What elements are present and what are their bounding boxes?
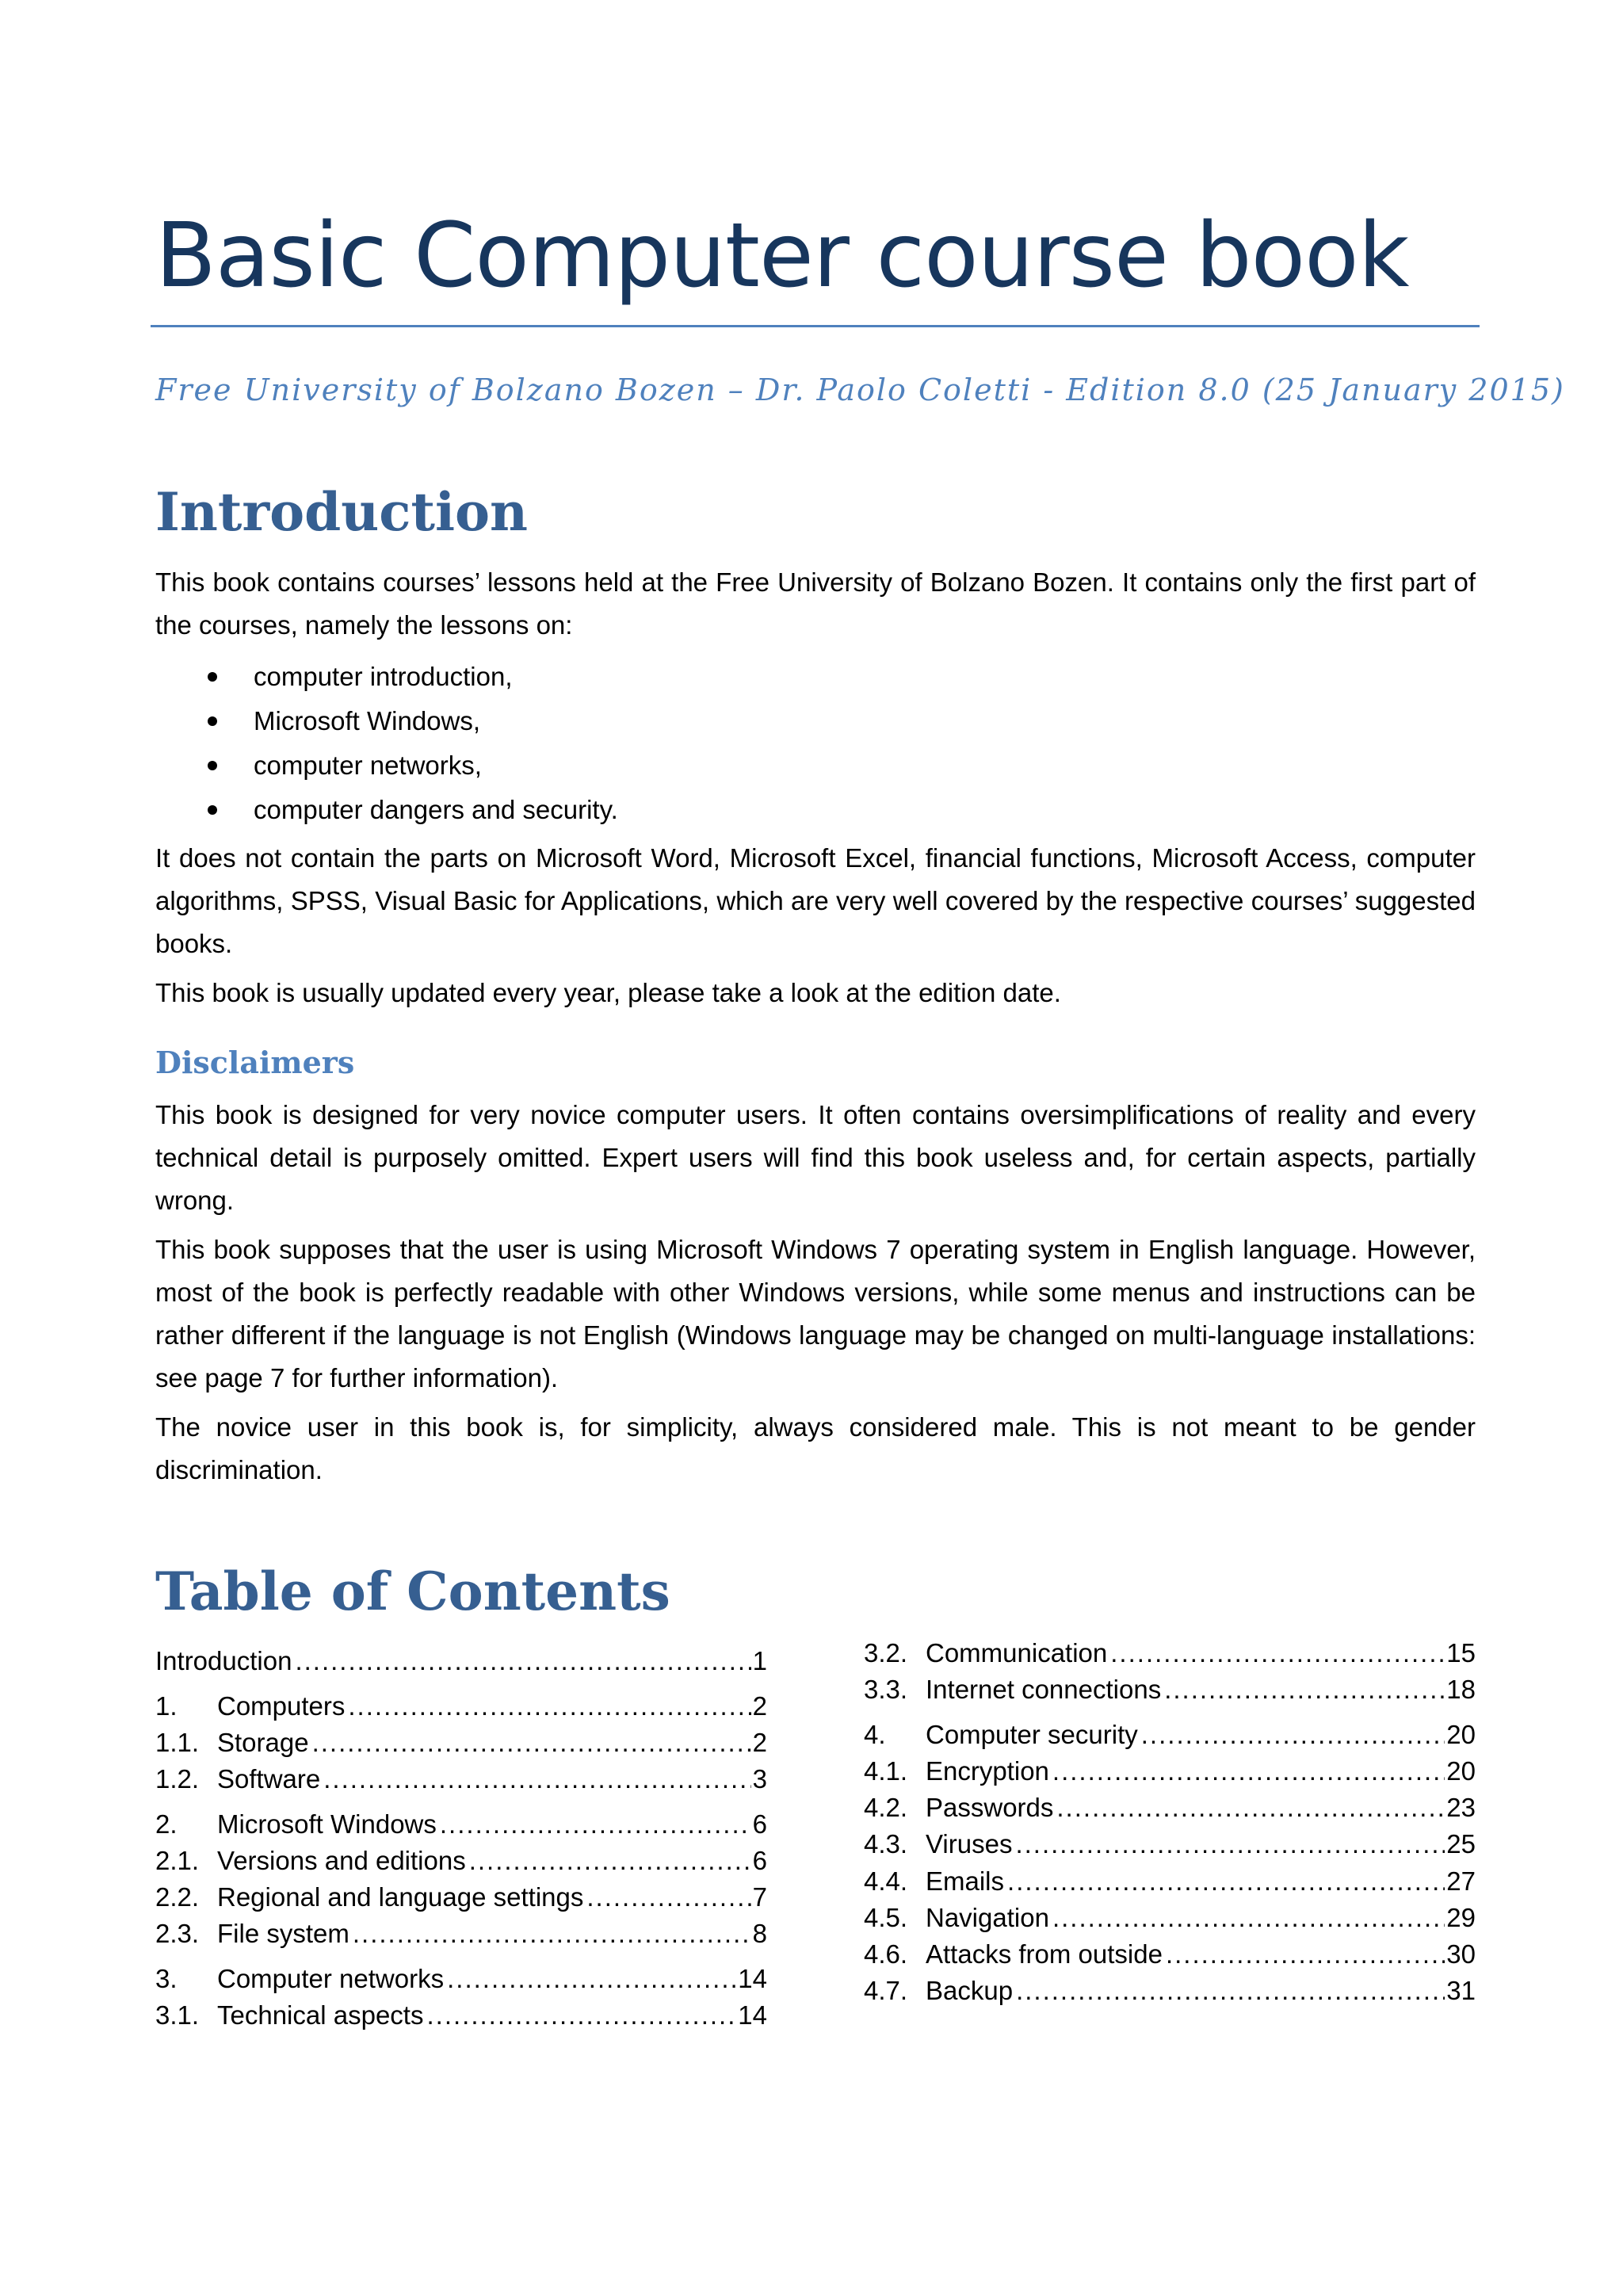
list-item-text: computer introduction,	[254, 662, 513, 691]
toc-entry[interactable]	[155, 1879, 767, 1916]
toc-leader	[1164, 1671, 1445, 1708]
toc-entry[interactable]	[155, 1806, 767, 1843]
toc-entry-label: Computers	[217, 1691, 346, 1721]
toc-entry[interactable]	[155, 1725, 767, 1761]
toc-entry-page: 23	[1446, 1793, 1476, 1822]
toc-entry-number: 2.1.	[155, 1846, 200, 1875]
toc-entry-page: 6	[752, 1846, 767, 1875]
toc-entry[interactable]	[864, 1900, 1476, 1936]
toc-leader	[1166, 1936, 1445, 1973]
toc-entry-number: 4.3.	[864, 1829, 908, 1859]
toc-entry-label: Computer security	[926, 1720, 1138, 1749]
list-item	[155, 788, 618, 832]
list-item	[155, 699, 618, 743]
toc-entry-page: 27	[1446, 1866, 1476, 1896]
toc-entry[interactable]	[155, 1761, 767, 1797]
toc-entry-label: Emails	[926, 1866, 1005, 1896]
toc-entry[interactable]	[864, 1826, 1476, 1862]
toc-entry-page: 29	[1446, 1903, 1476, 1932]
list-item	[155, 743, 618, 788]
toc-leader	[1056, 1790, 1445, 1826]
toc-leader	[426, 1997, 736, 2034]
toc-heading: Table of Contents	[155, 1561, 670, 1622]
toc-entry-label: Versions and editions	[217, 1846, 466, 1875]
toc-entry-label: Microsoft Windows	[217, 1809, 437, 1839]
toc-entry-label: Regional and language settings	[217, 1882, 584, 1912]
toc-entry-number: 1.2.	[155, 1764, 200, 1794]
toc-entry[interactable]	[864, 1936, 1476, 1973]
toc-entry[interactable]	[155, 1997, 767, 2034]
toc-leader	[323, 1761, 750, 1797]
toc-entry[interactable]	[864, 1717, 1476, 1753]
toc-entry[interactable]	[155, 1643, 767, 1679]
bullet-icon	[208, 716, 217, 726]
toc-entry-number: 4.2.	[864, 1793, 908, 1822]
toc-entry-label: Passwords	[926, 1793, 1054, 1822]
toc-right-column	[864, 1635, 1476, 2015]
toc-entry-label: Backup	[926, 1976, 1014, 2005]
toc-entry-label: Introduction	[155, 1646, 292, 1675]
toc-entry-number: 4.	[864, 1720, 886, 1749]
introduction-bullet-list	[155, 655, 618, 832]
introduction-paragraph-2: It does not contain the parts on Microsoft Word, Microsoft Excel, financial functions, Microsoft Access, computer algorithms, SPSS, Visual Basic for Applications, which are very well covered by the respective courses’ suggested books.	[155, 843, 1476, 958]
toc-entry-number: 2.3.	[155, 1919, 200, 1948]
toc-entry-page: 14	[738, 1964, 767, 1993]
disclaimers-heading: Disclaimers	[155, 1045, 355, 1080]
toc-entry-page: 8	[752, 1919, 767, 1948]
toc-entry-page: 2	[752, 1691, 767, 1721]
bullet-icon	[208, 761, 217, 770]
toc-entry-number: 3.	[155, 1964, 178, 1993]
list-item-text: Microsoft Windows,	[254, 706, 481, 735]
document-subtitle: Free University of Bolzano Bozen – Dr. Paolo Coletti - Edition 8.0 (25 January 2015)	[155, 372, 1565, 407]
toc-entry[interactable]	[864, 1671, 1476, 1708]
toc-entry-label: Encryption	[926, 1756, 1049, 1786]
list-item	[155, 655, 618, 699]
toc-leader	[295, 1643, 750, 1679]
toc-entry-number: 4.5.	[864, 1903, 908, 1932]
list-item-text: computer networks,	[254, 751, 482, 780]
toc-leader	[1015, 1826, 1445, 1862]
toc-entry-label: Software	[217, 1764, 321, 1794]
bullet-icon	[208, 672, 217, 682]
toc-entry-page: 1	[752, 1646, 767, 1675]
document-title: Basic Computer course book	[155, 204, 1409, 308]
disclaimers-paragraph-2: This book supposes that the user is using Microsoft Windows 7 operating system in English language. However, most of the book is perfectly readable with other Windows versions, while some menus and instructions can be rather different if the language is not English (Windows language may be changed on multi-language installations: see page 7 for further information).	[155, 1235, 1476, 1392]
introduction-heading: Introduction	[155, 481, 529, 543]
toc-leader	[1052, 1753, 1445, 1790]
toc-leader	[1007, 1863, 1445, 1900]
toc-entry-page: 15	[1446, 1638, 1476, 1668]
toc-entry-label: Computer networks	[217, 1964, 445, 1993]
bullet-icon	[208, 805, 217, 815]
toc-entry-label: Internet connections	[926, 1675, 1162, 1704]
toc-entry[interactable]	[155, 1916, 767, 1952]
toc-entry-label: Attacks from outside	[926, 1939, 1163, 1969]
toc-entry-label: Communication	[926, 1638, 1108, 1668]
toc-entry[interactable]	[864, 1973, 1476, 2009]
toc-leader	[1016, 1973, 1445, 2009]
toc-entry-number: 4.6.	[864, 1939, 908, 1969]
toc-entry-page: 25	[1446, 1829, 1476, 1859]
toc-entry-number: 1.1.	[155, 1728, 200, 1757]
toc-entry-page: 18	[1446, 1675, 1476, 1704]
toc-entry-label: Viruses	[926, 1829, 1013, 1859]
toc-entry-number: 3.2.	[864, 1638, 908, 1668]
toc-entry-label: Storage	[217, 1728, 309, 1757]
toc-entry-label: Technical aspects	[217, 2000, 424, 2030]
toc-entry-number: 2.	[155, 1809, 178, 1839]
toc-entry-page: 6	[752, 1809, 767, 1839]
toc-leader	[440, 1806, 751, 1843]
disclaimers-paragraph-1: This book is designed for very novice computer users. It often contains oversimplifications of reality and every technical detail is purposely omitted. Expert users will find this book useless and, for certain aspects, partially wrong.	[155, 1100, 1476, 1215]
toc-entry-page: 30	[1446, 1939, 1476, 1969]
toc-leader	[586, 1879, 750, 1916]
title-underline	[151, 325, 1480, 327]
toc-entry-number: 3.1.	[155, 2000, 200, 2030]
toc-leader	[1141, 1717, 1445, 1753]
toc-entry[interactable]	[864, 1753, 1476, 1790]
toc-entry-page: 20	[1446, 1720, 1476, 1749]
toc-entry-page: 14	[738, 2000, 767, 2030]
toc-entry[interactable]	[155, 1688, 767, 1725]
toc-entry[interactable]	[155, 1961, 767, 1997]
toc-entry[interactable]	[155, 1843, 767, 1879]
toc-entry-number: 4.1.	[864, 1756, 908, 1786]
toc-entry[interactable]	[864, 1863, 1476, 1900]
toc-entry-number: 4.4.	[864, 1866, 908, 1896]
toc-entry[interactable]	[864, 1790, 1476, 1826]
toc-leader	[1110, 1635, 1445, 1671]
toc-entry-page: 7	[752, 1882, 767, 1912]
toc-entry-page: 3	[752, 1764, 767, 1794]
disclaimers-paragraph-3: The novice user in this book is, for simplicity, always considered male. This is not meant to be gender discrimination.	[155, 1412, 1476, 1484]
toc-entry-label: Navigation	[926, 1903, 1049, 1932]
toc-leader	[312, 1725, 751, 1761]
introduction-paragraph-3: This book is usually updated every year, please take a look at the edition date.	[155, 978, 1061, 1007]
toc-leader	[348, 1688, 750, 1725]
toc-entry-number: 1.	[155, 1691, 178, 1721]
toc-entry-number: 4.7.	[864, 1976, 908, 2005]
toc-entry-number: 2.2.	[155, 1882, 200, 1912]
toc-leader	[469, 1843, 751, 1879]
toc-entry-label: File system	[217, 1919, 349, 1948]
toc-entry-page: 20	[1446, 1756, 1476, 1786]
toc-entry[interactable]	[864, 1635, 1476, 1671]
toc-entry-number: 3.3.	[864, 1675, 908, 1704]
toc-leader	[447, 1961, 736, 1997]
toc-entry-page: 31	[1446, 1976, 1476, 2005]
toc-left-column	[155, 1643, 767, 2055]
list-item-text: computer dangers and security.	[254, 795, 618, 824]
toc-leader	[353, 1916, 751, 1952]
introduction-paragraph-1: This book contains courses’ lessons held at the Free University of Bolzano Bozen. It contains only the first part of the courses, namely the lessons on:	[155, 567, 1476, 640]
toc-entry-page: 2	[752, 1728, 767, 1757]
toc-leader	[1052, 1900, 1445, 1936]
